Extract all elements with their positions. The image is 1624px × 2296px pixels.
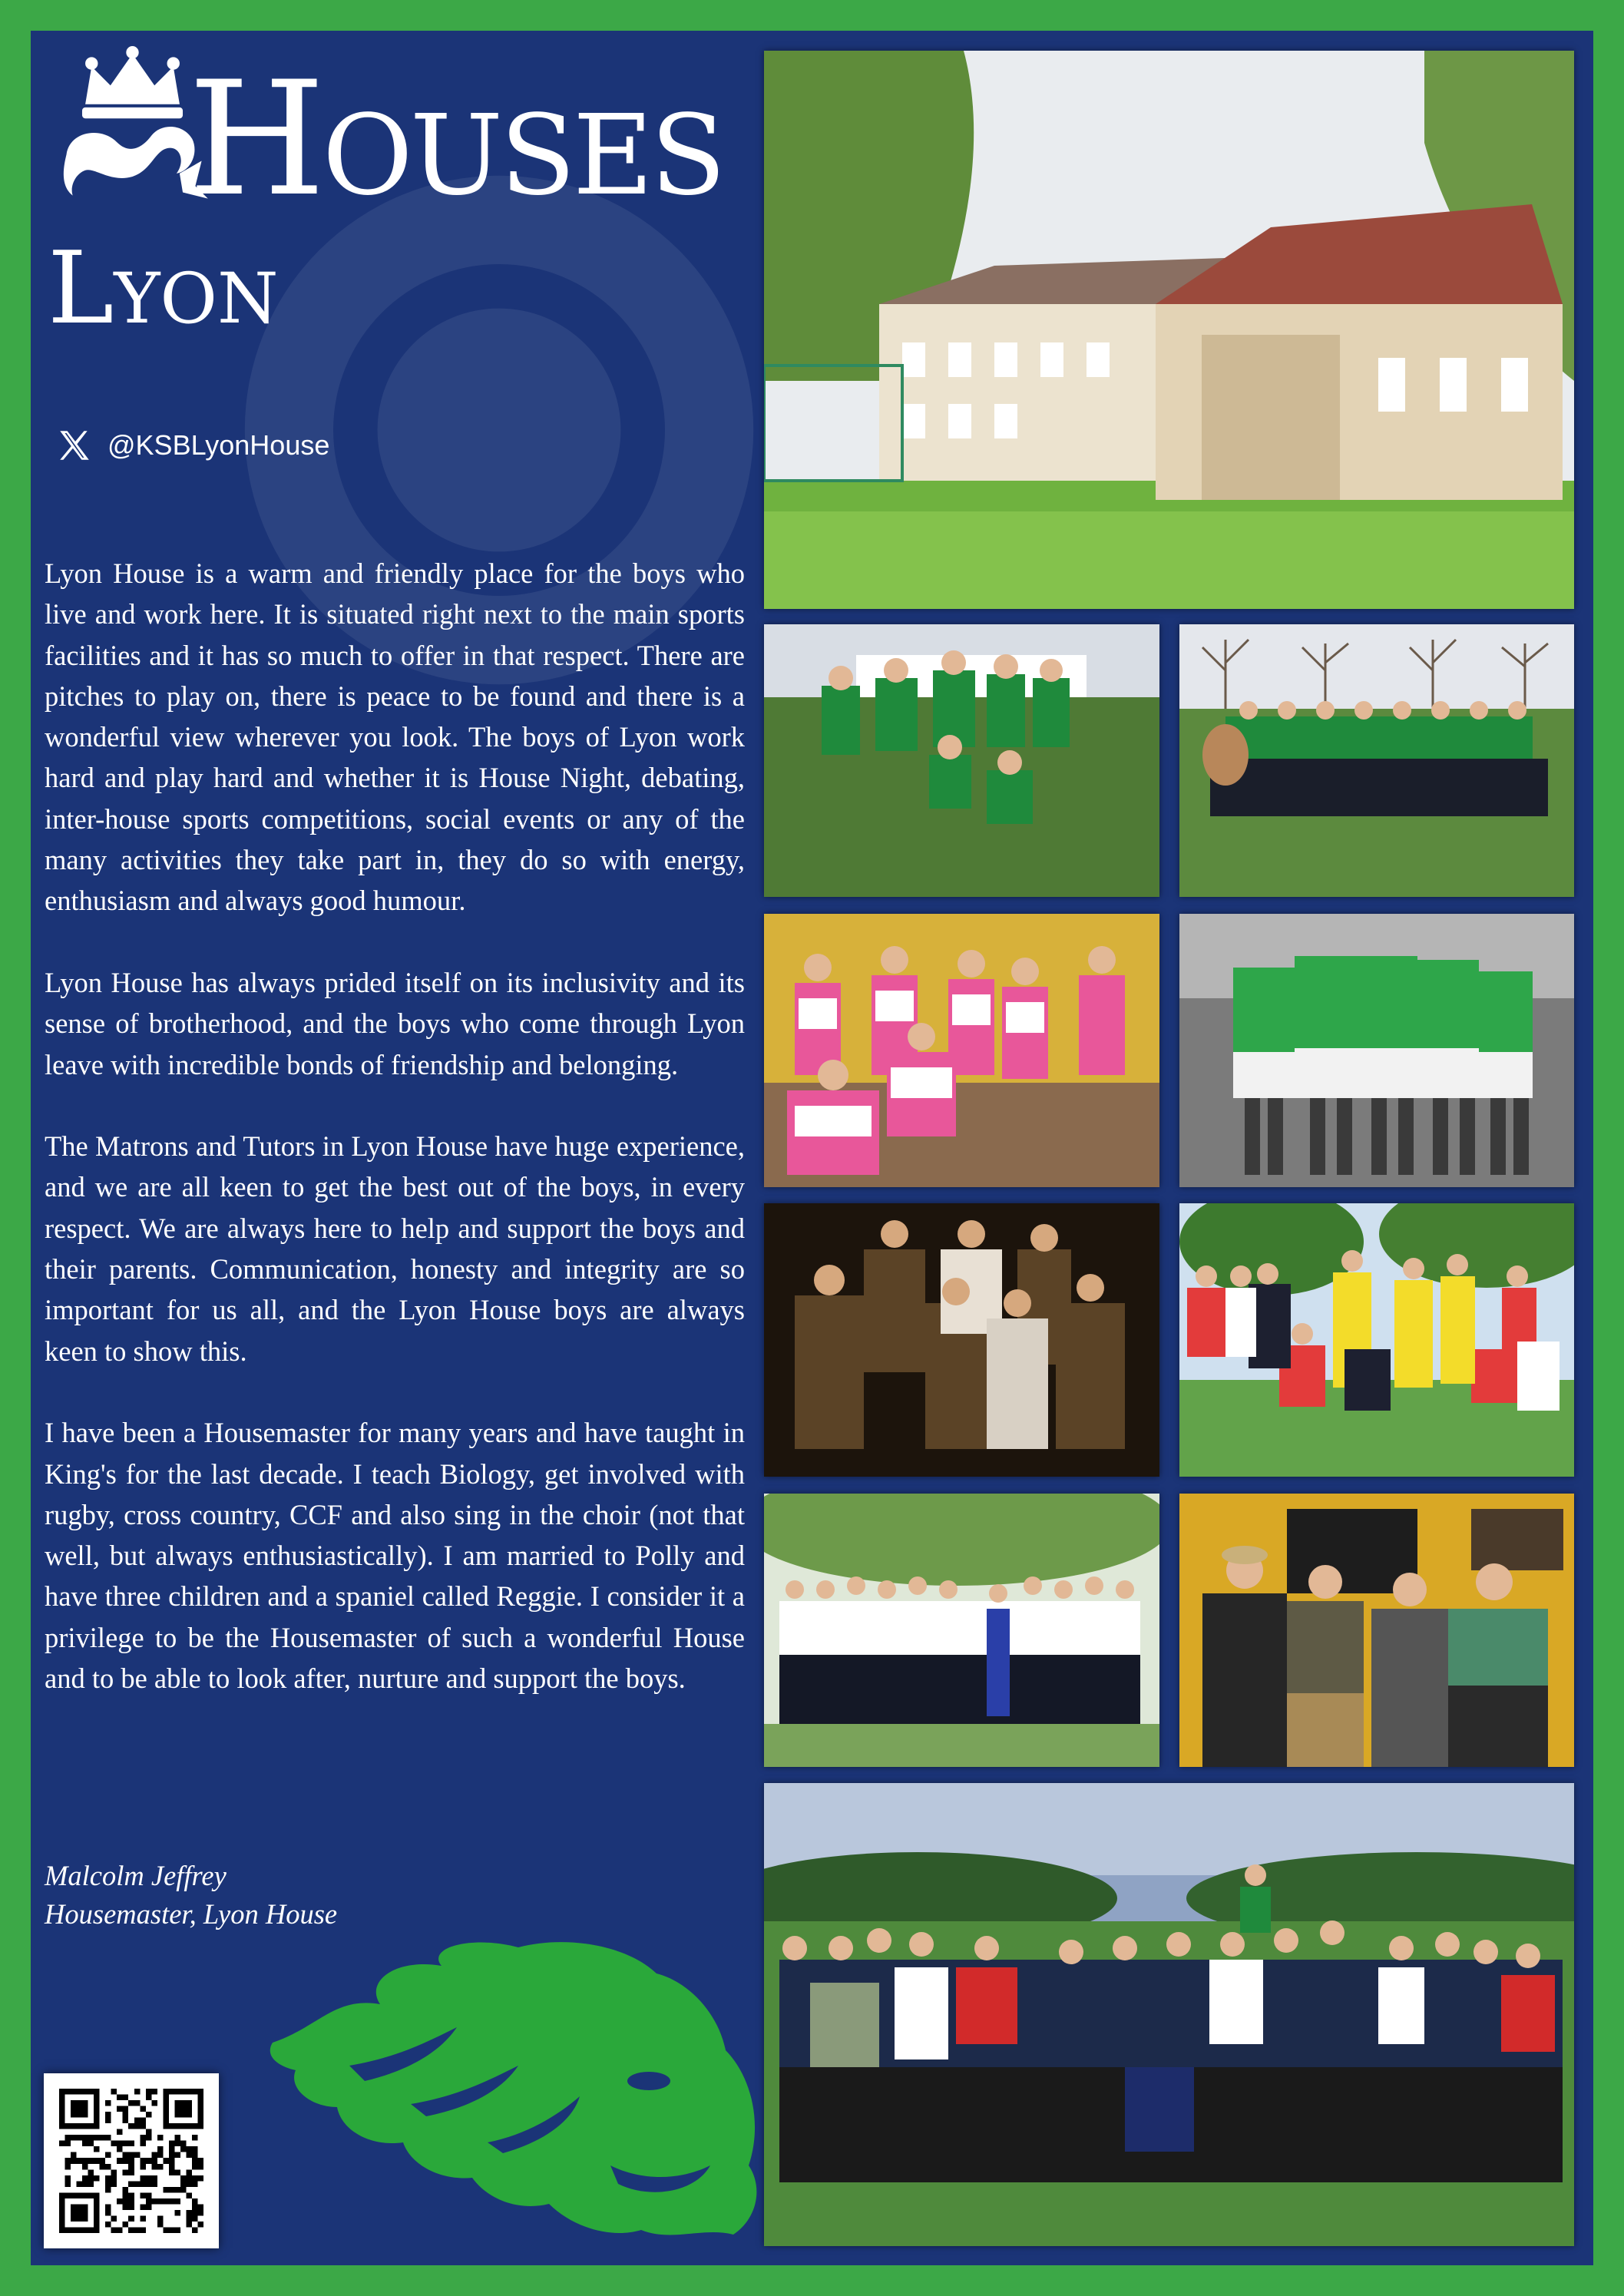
photo-friends-indoors <box>1179 1494 1574 1767</box>
houses-title: Houses <box>188 48 723 231</box>
paragraph-housemaster: I have been a Housemaster for many years and have taught in King's for the last decade. I teach Biology, get involved with rugby, cross country, CCF and also sing in the choir (not that well, but always enthusiastically). I am married to Polly and have three children and a spaniel called Reggie. I consider it a privilege to be the Housemaster of such a wonderful House and to be able to look after, nurture and support the boys. <box>45 1417 745 1695</box>
social-handle-row[interactable] <box>55 422 329 468</box>
photo-drama-production <box>764 1203 1159 1477</box>
qr-code-frame[interactable] <box>44 2073 219 2248</box>
photo-house-building <box>764 51 1574 609</box>
lion-head-logo <box>257 1935 779 2242</box>
photo-cheerleaders <box>764 914 1159 1187</box>
photo-formal-group <box>764 1494 1159 1767</box>
photo-costume-group <box>1179 1203 1574 1477</box>
photo-whole-house-group <box>764 1783 1574 2246</box>
paragraph-brotherhood: Lyon House has always prided itself on its inclusivity and its sense of brotherhood, and the boys who come through Lyon leave with incredible bonds of friendship and belonging. <box>45 966 745 1080</box>
photo-rugby-team <box>764 624 1159 897</box>
qr-code-icon <box>59 2089 203 2233</box>
signature-block <box>45 1857 337 1934</box>
x-logo-icon <box>55 426 94 465</box>
signature-role: Housemaster, Lyon House <box>45 1898 338 1930</box>
paragraph-staff: The Matrons and Tutors in Lyon House have huge experience, and we are all keen to get the best out of the boys, in every respect. We are always here to help and support the boys and their parents. Communication, honesty and integrity are so important for us all, and the Lyon House boys are always keen to show this. <box>45 1130 745 1367</box>
photo-team-huddle <box>1179 914 1574 1187</box>
paragraph-welcome: Lyon House is a warm and friendly place for the boys who live and work here. It is situated right next to the main sports facilities and it has so much to offer in that respect. There are pitches to play on, there is peace to be found and there is a wonderful view wherever you look. The boys of Lyon work hard and play hard and whether it is House Night, debating, inter-house sports competitions, social events or any of the many activities they take part in, they do so with energy, enthusiasm and always good humour. <box>45 557 745 917</box>
photo-house-group-outdoors <box>1179 624 1574 897</box>
poster <box>31 31 1593 2265</box>
twitter-handle[interactable]: @KSBLyonHouse <box>107 429 330 461</box>
signature-name: Malcolm Jeffrey <box>45 1860 227 1891</box>
house-description <box>45 553 745 1740</box>
house-name: Lyon <box>48 230 279 346</box>
